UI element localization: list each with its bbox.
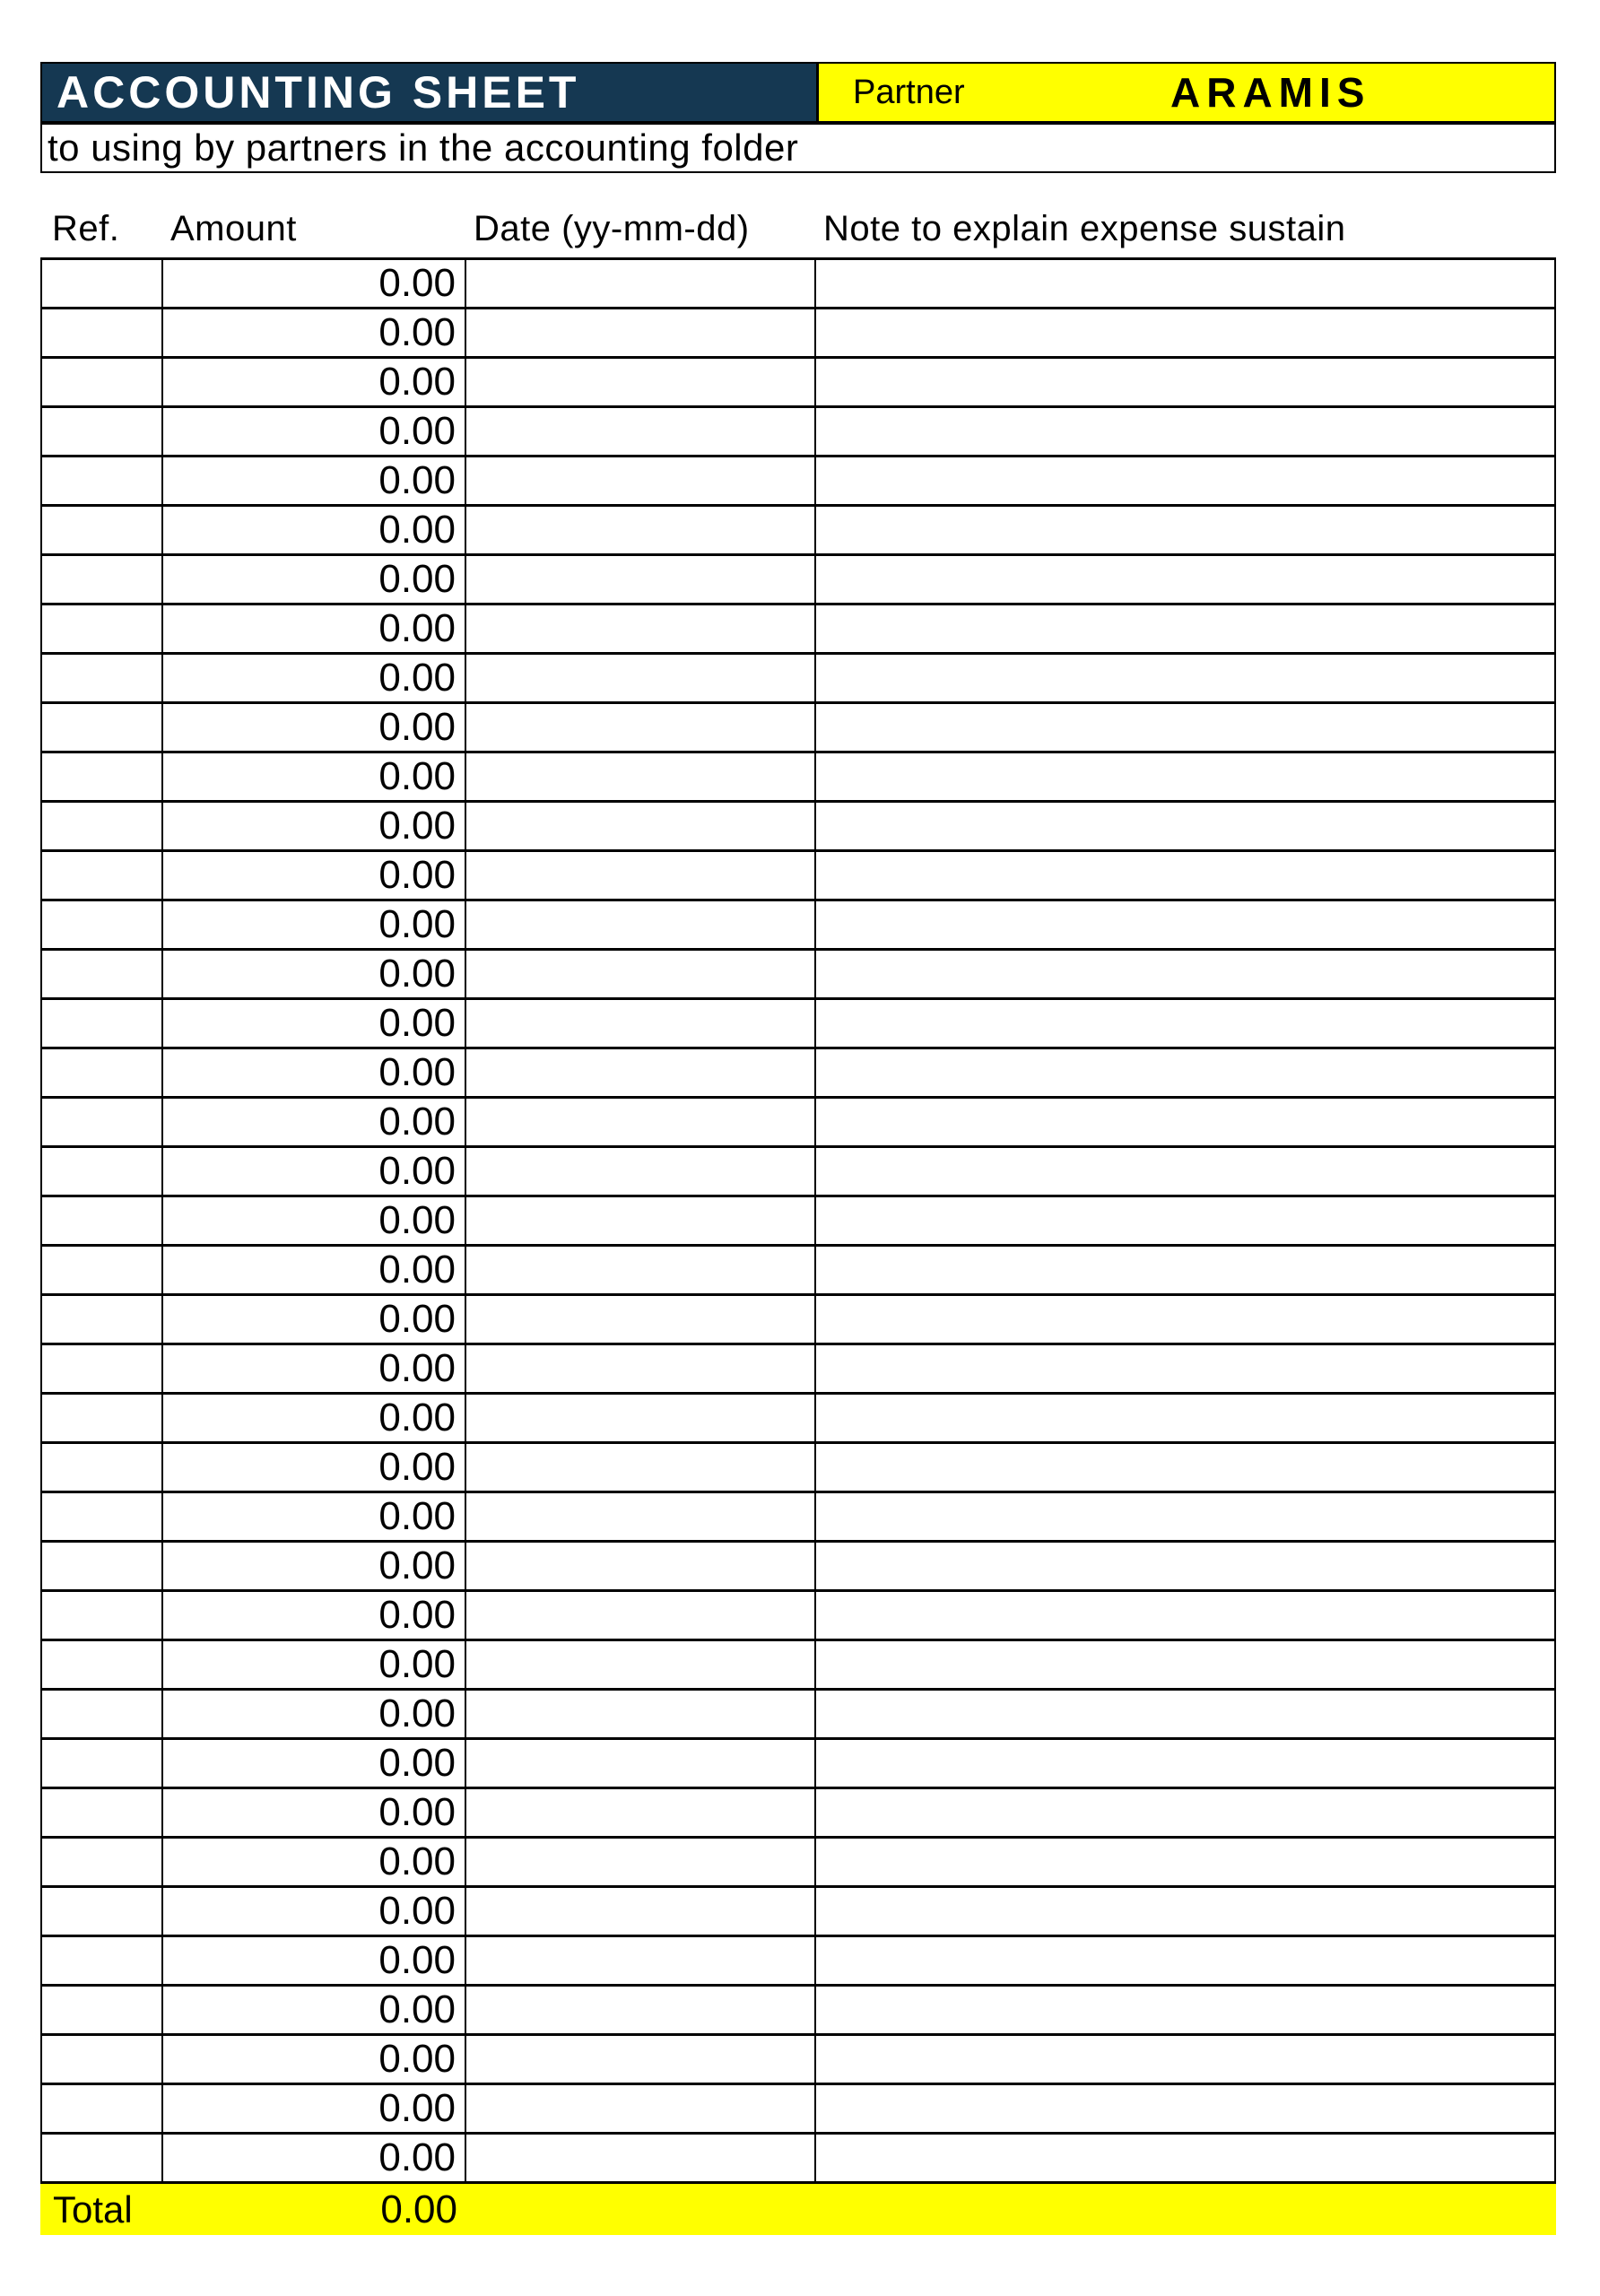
note-cell[interactable] [816,1247,1554,1293]
amount-cell[interactable]: 0.00 [163,1197,466,1244]
amount-cell[interactable]: 0.00 [163,951,466,997]
table-row [42,1395,1554,1444]
table-row [42,309,1554,359]
date-cell[interactable] [466,1543,816,1589]
amount-cell[interactable]: 0.00 [163,1049,466,1096]
table-row [42,1641,1554,1691]
ref-cell[interactable] [42,507,163,553]
note-cell[interactable] [816,1592,1554,1639]
note-cell[interactable] [816,1000,1554,1047]
table-row [42,1099,1554,1148]
note-cell[interactable] [816,1099,1554,1145]
amount-cell[interactable]: 0.00 [163,1493,466,1540]
ref-cell[interactable] [42,803,163,849]
date-cell[interactable] [466,951,816,997]
ref-cell[interactable] [42,951,163,997]
table-row [42,655,1554,704]
ref-cell[interactable] [42,2085,163,2132]
note-cell[interactable] [816,457,1554,504]
note-cell[interactable] [816,1740,1554,1787]
ref-cell[interactable] [42,1197,163,1244]
note-cell[interactable] [816,1049,1554,1096]
ref-cell[interactable] [42,1543,163,1589]
ref-cell[interactable] [42,408,163,455]
note-cell[interactable] [816,1197,1554,1244]
note-cell[interactable] [816,1641,1554,1688]
table-row [42,753,1554,803]
table-row [42,2135,1554,2184]
amount-cell[interactable]: 0.00 [163,2135,466,2181]
ref-cell[interactable] [42,1049,163,1096]
note-cell[interactable] [816,1296,1554,1343]
amount-cell[interactable]: 0.00 [163,507,466,553]
date-cell[interactable] [466,1000,816,1047]
amount-cell[interactable]: 0.00 [163,1839,466,1885]
note-cell[interactable] [816,507,1554,553]
note-cell[interactable] [816,803,1554,849]
total-amount: 0.00 [380,2187,457,2231]
note-cell[interactable] [816,852,1554,899]
ref-cell[interactable] [42,2036,163,2083]
partner-value-field[interactable]: ARAMIS [1170,69,1371,116]
date-cell[interactable] [466,507,816,553]
table-row [42,260,1554,309]
amount-cell[interactable]: 0.00 [163,753,466,800]
table-body [40,257,1556,2184]
amount-cell[interactable]: 0.00 [163,1395,466,1441]
ref-cell[interactable] [42,556,163,603]
note-cell[interactable] [816,1888,1554,1935]
date-cell[interactable] [466,1395,816,1441]
note-cell[interactable] [816,1148,1554,1195]
date-cell[interactable] [466,556,816,603]
amount-cell[interactable]: 0.00 [163,1740,466,1787]
amount-cell[interactable]: 0.00 [163,1987,466,2033]
amount-cell[interactable]: 0.00 [163,1641,466,1688]
amount-cell[interactable]: 0.00 [163,1296,466,1343]
table-row [42,1444,1554,1493]
table-row [42,901,1554,951]
note-cell[interactable] [816,605,1554,652]
ref-cell[interactable] [42,1740,163,1787]
table-row [42,507,1554,556]
amount-cell[interactable]: 0.00 [163,1888,466,1935]
amount-cell[interactable]: 0.00 [163,1937,466,1984]
note-cell[interactable] [816,1691,1554,1737]
table-row [42,408,1554,457]
table-row [42,1543,1554,1592]
ref-cell[interactable] [42,1099,163,1145]
ref-cell[interactable] [42,1247,163,1293]
column-header-amount: Amount [170,209,297,248]
date-cell[interactable] [466,803,816,849]
date-cell[interactable] [466,655,816,701]
table-row [42,605,1554,655]
date-cell[interactable] [466,1296,816,1343]
column-headers [40,210,1556,257]
date-cell[interactable] [466,1592,816,1639]
note-cell[interactable] [816,1493,1554,1540]
amount-cell[interactable]: 0.00 [163,1789,466,1836]
date-cell[interactable] [466,1493,816,1540]
column-header-ref: Ref. [52,209,120,248]
sheet-description: to using by partners in the accounting folder [40,123,1556,173]
amount-cell[interactable]: 0.00 [163,1099,466,1145]
ref-cell[interactable] [42,309,163,356]
note-cell[interactable] [816,2036,1554,2083]
ref-cell[interactable] [42,260,163,307]
amount-cell[interactable]: 0.00 [163,1543,466,1589]
table-row [42,1789,1554,1839]
date-cell[interactable] [466,408,816,455]
date-cell[interactable] [466,1937,816,1984]
note-cell[interactable] [816,556,1554,603]
note-cell[interactable] [816,260,1554,307]
table-row [42,1049,1554,1099]
column-header-date: Date (yy-mm-dd) [474,209,750,248]
date-cell[interactable] [466,704,816,751]
note-cell[interactable] [816,1987,1554,2033]
table-row [42,1987,1554,2036]
amount-cell[interactable]: 0.00 [163,1148,466,1195]
total-label: Total [53,2187,133,2231]
table-row [42,1197,1554,1247]
table-row [42,359,1554,408]
ref-cell[interactable] [42,1888,163,1935]
ref-cell[interactable] [42,901,163,948]
note-cell[interactable] [816,655,1554,701]
table-row [42,951,1554,1000]
date-cell[interactable] [466,1839,816,1885]
sheet-header [40,62,1556,123]
note-cell[interactable] [816,1839,1554,1885]
date-cell[interactable] [466,1691,816,1737]
ref-cell[interactable] [42,753,163,800]
ref-cell[interactable] [42,1296,163,1343]
ref-cell[interactable] [42,1345,163,1392]
note-cell[interactable] [816,1444,1554,1491]
date-cell[interactable] [466,1148,816,1195]
amount-cell[interactable]: 0.00 [163,1000,466,1047]
table-row [42,457,1554,507]
table-row [42,1740,1554,1789]
date-cell[interactable] [466,1197,816,1244]
ref-cell[interactable] [42,1000,163,1047]
amount-cell[interactable]: 0.00 [163,2085,466,2132]
ref-cell[interactable] [42,1839,163,1885]
date-cell[interactable] [466,2036,816,2083]
amount-cell[interactable]: 0.00 [163,359,466,405]
total-row [40,2184,1556,2235]
amount-cell[interactable]: 0.00 [163,803,466,849]
ref-cell[interactable] [42,704,163,751]
date-cell[interactable] [466,2135,816,2181]
date-cell[interactable] [466,753,816,800]
ref-cell[interactable] [42,1937,163,1984]
page-title: ACCOUNTING SHEET [42,64,816,121]
date-cell[interactable] [466,901,816,948]
note-cell[interactable] [816,1789,1554,1836]
amount-cell[interactable]: 0.00 [163,852,466,899]
note-cell[interactable] [816,951,1554,997]
ref-cell[interactable] [42,359,163,405]
table-row [42,1296,1554,1345]
ref-cell[interactable] [42,457,163,504]
date-cell[interactable] [466,260,816,307]
date-cell[interactable] [466,2085,816,2132]
table-row [42,1148,1554,1197]
date-cell[interactable] [466,1888,816,1935]
ref-cell[interactable] [42,605,163,652]
ref-cell[interactable] [42,1641,163,1688]
table-row [42,704,1554,753]
note-cell[interactable] [816,753,1554,800]
table-row [42,1691,1554,1740]
table-row [42,1493,1554,1543]
date-cell[interactable] [466,1099,816,1145]
date-cell[interactable] [466,1987,816,2033]
amount-cell[interactable]: 0.00 [163,556,466,603]
partner-cell [816,64,1554,121]
amount-cell[interactable]: 0.00 [163,1691,466,1737]
date-cell[interactable] [466,457,816,504]
amount-cell[interactable]: 0.00 [163,655,466,701]
table-row [42,1839,1554,1888]
ref-cell[interactable] [42,2135,163,2181]
date-cell[interactable] [466,1444,816,1491]
table-row [42,1000,1554,1049]
date-cell[interactable] [466,1247,816,1293]
amount-cell[interactable]: 0.00 [163,1592,466,1639]
note-cell[interactable] [816,309,1554,356]
note-cell[interactable] [816,901,1554,948]
amount-cell[interactable]: 0.00 [163,1444,466,1491]
ref-cell[interactable] [42,1395,163,1441]
note-cell[interactable] [816,408,1554,455]
amount-cell[interactable]: 0.00 [163,260,466,307]
amount-cell[interactable]: 0.00 [163,704,466,751]
ref-cell[interactable] [42,852,163,899]
ref-cell[interactable] [42,1493,163,1540]
table-row [42,1937,1554,1987]
amount-cell[interactable]: 0.00 [163,605,466,652]
table-row [42,1247,1554,1296]
note-cell[interactable] [816,359,1554,405]
table-row [42,803,1554,852]
date-cell[interactable] [466,1641,816,1688]
date-cell[interactable] [466,852,816,899]
amount-cell[interactable]: 0.00 [163,2036,466,2083]
ref-cell[interactable] [42,1987,163,2033]
table-row [42,1592,1554,1641]
amount-cell[interactable]: 0.00 [163,309,466,356]
table-row [42,1345,1554,1395]
ref-cell[interactable] [42,1444,163,1491]
date-cell[interactable] [466,309,816,356]
note-cell[interactable] [816,1345,1554,1392]
column-header-note: Note to explain expense sustain [823,209,1346,248]
note-cell[interactable] [816,704,1554,751]
ref-cell[interactable] [42,1148,163,1195]
note-cell[interactable] [816,2135,1554,2181]
date-cell[interactable] [466,605,816,652]
date-cell[interactable] [466,1345,816,1392]
table-row [42,1888,1554,1937]
table-row [42,2036,1554,2085]
ref-cell[interactable] [42,1789,163,1836]
partner-label: Partner [853,73,965,111]
date-cell[interactable] [466,359,816,405]
ref-cell[interactable] [42,1592,163,1639]
amount-cell[interactable]: 0.00 [163,901,466,948]
table-row [42,556,1554,605]
amount-cell[interactable]: 0.00 [163,457,466,504]
note-cell[interactable] [816,2085,1554,2132]
table-row [42,852,1554,901]
note-cell[interactable] [816,1937,1554,1984]
table-row [42,2085,1554,2135]
date-cell[interactable] [466,1049,816,1096]
date-cell[interactable] [466,1740,816,1787]
ref-cell[interactable] [42,655,163,701]
amount-cell[interactable]: 0.00 [163,408,466,455]
note-cell[interactable] [816,1543,1554,1589]
note-cell[interactable] [816,1395,1554,1441]
amount-cell[interactable]: 0.00 [163,1345,466,1392]
date-cell[interactable] [466,1789,816,1836]
amount-cell[interactable]: 0.00 [163,1247,466,1293]
ref-cell[interactable] [42,1691,163,1737]
